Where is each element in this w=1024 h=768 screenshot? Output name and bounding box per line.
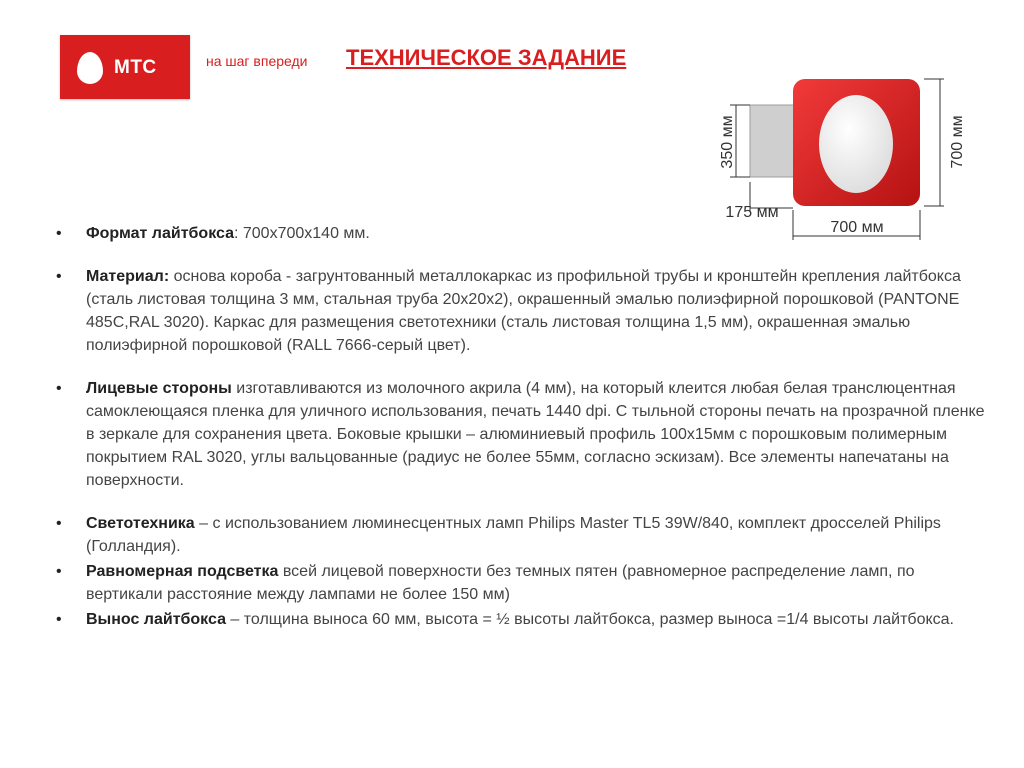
list-item: • Материал: основа короба - загрунтованный металлокаркас из профильной трубы и кронштейн крепления лайтбокса (сталь листовая толщина 3 мм, стальная труба 20х20х2), окрашенный эмалью полиэфирной порошковой (PANTONE 485C,RAL 3020). Каркас для размещения светотехники (сталь листовая толщина 1,5 мм), окрашенная эмалью полиэфирной порошковой (RALL 7666-серый цвет). [56,268,961,354]
logo-text: МТС [114,57,157,78]
lightbox-diagram [700,72,972,244]
list-item: • Светотехника – с использованием люминесцентных ламп Philips Master TL5 39W/840, комплект дросселей Philips (Голландия). [56,515,941,555]
mts-logo [60,35,190,99]
list-item: • Равномерная подсветка всей лицевой поверхности без темных пятен (равномерное распределение ламп, по вертикали расстояние между лампами не более 150 мм) [56,563,915,603]
dim-height-short-label: 350 мм [719,115,736,169]
list-item: • Формат лайтбокса: 700х700х140 мм. [56,225,370,242]
page-title: ТЕХНИЧЕСКОЕ ЗАДАНИЕ [346,45,627,70]
dim-width-label: 700 мм [830,219,884,236]
spec-list [54,222,994,633]
slogan: на шаг впереди [206,53,308,69]
bracket-shape [750,105,795,177]
list-item: • Лицевые стороны изготавливаются из молочного акрила (4 мм), на который клеится любая белая транслюцентная самоклеющаяся пленка для уличного использования, печать 1440 dpi. С тыльной стороны печать на прозрачной пленке в зеркале для сохранения цвета. Боковые крышки – алюминиевый профиль 100х15мм с порошковым полимерным покрытием RAL 3020, углы вальцованные (радиус не более 55мм, согласно эскизам). Все элементы напечатаны на поверхности. [56,380,985,489]
dim-height-label: 700 мм [949,115,966,169]
list-item: • Вынос лайтбокса – толщина выноса 60 мм, высота = ½ высоты лайтбокса, размер выноса =1/4 высоты лайтбокса. [56,611,954,628]
egg-shape [819,95,893,193]
dim-depth-label: 175 мм [725,204,779,221]
egg-icon [77,52,103,84]
